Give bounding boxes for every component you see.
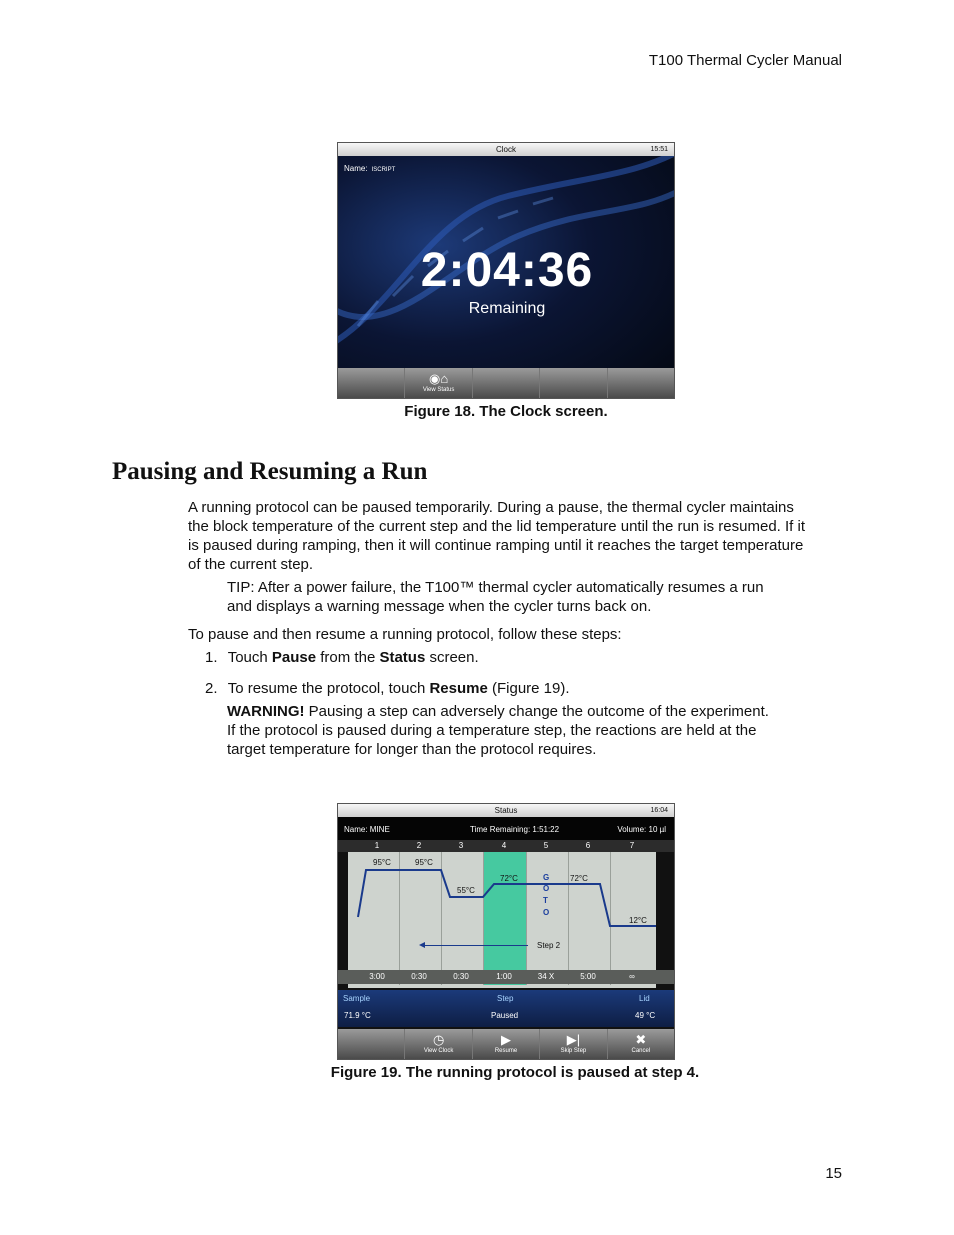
goto-arrow xyxy=(424,945,528,946)
status-clock-time: 16:04 xyxy=(650,807,668,814)
tip-paragraph xyxy=(227,578,764,616)
step-number: 1 xyxy=(374,841,380,850)
blank-button-3[interactable] xyxy=(473,368,540,398)
running-header: T100 Thermal Cycler Manual xyxy=(648,52,842,69)
step-number: 7 xyxy=(629,841,635,850)
step-1 xyxy=(205,648,479,667)
remaining-label: Remaining xyxy=(468,300,546,317)
intro-line: A running protocol can be paused temporarily. During a pause, the thermal cycler maintains xyxy=(188,499,794,516)
resume-label: Resume xyxy=(494,1048,518,1054)
clock-button-bar xyxy=(338,368,674,398)
step-keyword: Status xyxy=(379,649,426,666)
status-screen xyxy=(337,803,675,1060)
goto-letter: G xyxy=(543,873,550,882)
warning-line: Pausing a step can adversely change the outcome of the experiment. xyxy=(304,703,769,720)
warning-line: If the protocol is paused during a temperature step, the reactions are held at the xyxy=(227,722,757,739)
step-text: To resume the protocol, touch xyxy=(227,680,430,697)
clock-icon: ◷ xyxy=(432,1032,445,1047)
goto-letter: O xyxy=(543,884,550,893)
clock-titlebar xyxy=(338,143,674,156)
intro-paragraph xyxy=(188,498,805,574)
step-duration: ∞ xyxy=(629,972,635,981)
section-heading: Pausing and Resuming a Run xyxy=(112,458,428,485)
name-value: ISCRIPT xyxy=(371,167,396,173)
step-number: 2. xyxy=(205,680,218,697)
step-number: 6 xyxy=(585,841,591,850)
step-keyword: Resume xyxy=(429,680,488,697)
temp-label: 95°C xyxy=(415,858,433,867)
step-duration: 3:00 xyxy=(369,972,385,981)
step-text: Touch xyxy=(227,649,272,666)
cancel-button[interactable] xyxy=(608,1029,674,1059)
sample-value: 71.9 °C xyxy=(344,1011,371,1020)
name-label: Name: xyxy=(344,164,368,173)
temp-label: 55°C xyxy=(457,886,475,895)
step-text: from the xyxy=(316,649,380,666)
step-duration: 0:30 xyxy=(411,972,427,981)
cancel-label: Cancel xyxy=(631,1048,651,1054)
step-number: 2 xyxy=(416,841,422,850)
clock-screen xyxy=(337,142,675,399)
step-label: Step xyxy=(497,994,514,1003)
step-number: 5 xyxy=(543,841,549,850)
close-icon: ✖ xyxy=(635,1032,647,1047)
figure19-caption: Figure 19. The running protocol is paused at step 4. xyxy=(330,1064,700,1081)
lid-value: 49 °C xyxy=(635,1011,656,1020)
warning-paragraph xyxy=(227,702,769,759)
step-2 xyxy=(205,679,570,698)
view-status-button[interactable] xyxy=(405,368,472,398)
intro-line: the block temperature of the current step and the lid temperature until the run is resumed. If it xyxy=(188,518,805,535)
skip-step-button[interactable] xyxy=(540,1029,607,1059)
goto-letter: O xyxy=(543,908,550,917)
skip-step-label: Skip Step xyxy=(560,1048,587,1054)
temp-label: 72°C xyxy=(500,874,518,883)
status-title: Status xyxy=(494,806,518,815)
clock-time: 15:51 xyxy=(650,146,668,153)
time-remaining: Time Remaining: 1:51:22 xyxy=(470,825,560,834)
tip-line: and displays a warning message when the cycler turns back on. xyxy=(227,598,652,615)
volume: Volume: 10 µl xyxy=(617,825,666,834)
step-duration: 34 X xyxy=(537,972,555,981)
blank-button-5[interactable] xyxy=(608,368,674,398)
skip-icon: ▶| xyxy=(566,1032,581,1047)
step-number: 4 xyxy=(501,841,507,850)
steps-intro: To pause and then resume a running protocol, follow these steps: xyxy=(188,626,622,643)
temp-label: 12°C xyxy=(629,916,647,925)
step-duration: 0:30 xyxy=(453,972,469,981)
step-keyword: Pause xyxy=(271,649,317,666)
step-number: 1. xyxy=(205,649,218,666)
sample-label: Sample xyxy=(343,994,371,1003)
intro-line: of the current step. xyxy=(188,556,314,573)
play-icon: ▶ xyxy=(501,1032,512,1047)
step-value: Paused xyxy=(491,1011,519,1020)
step-text: (Figure 19). xyxy=(487,680,570,697)
view-clock-label: View Clock xyxy=(423,1048,454,1054)
resume-button[interactable] xyxy=(473,1029,540,1059)
view-status-icon: ◉⌂ xyxy=(429,371,449,386)
status-button-bar xyxy=(338,1029,674,1059)
view-status-label: View Status xyxy=(422,387,455,393)
tip-line: TIP: After a power failure, the T100™ thermal cycler automatically resumes a run xyxy=(227,579,764,596)
warning-line: target temperature for longer than the protocol requires. xyxy=(227,741,597,758)
blank-button-4[interactable] xyxy=(540,368,607,398)
figure18-caption: Figure 18. The Clock screen. xyxy=(404,403,608,420)
step-text: screen. xyxy=(425,649,479,666)
page-number: 15 xyxy=(825,1165,842,1182)
duration-row xyxy=(338,970,675,984)
lid-label: Lid xyxy=(639,994,650,1003)
intro-line: is paused during ramping, then it will continue ramping until it reaches the target temperature xyxy=(188,537,804,554)
blank-button-1[interactable] xyxy=(338,368,405,398)
step-duration: 1:00 xyxy=(496,972,512,981)
step-number: 3 xyxy=(458,841,464,850)
blank-button[interactable] xyxy=(338,1029,405,1059)
protocol-name xyxy=(344,164,395,173)
goto-letter: T xyxy=(543,896,548,905)
step-duration: 5:00 xyxy=(580,972,596,981)
warning-label: WARNING! xyxy=(227,703,305,720)
countdown-display: 2:04:36 xyxy=(420,244,594,297)
view-clock-button[interactable] xyxy=(405,1029,472,1059)
temp-label: 72°C xyxy=(570,874,588,883)
protocol-name: Name: MINE xyxy=(344,825,390,834)
status-readout xyxy=(338,990,675,1027)
temp-label: 95°C xyxy=(373,858,391,867)
goto-target-label: Step 2 xyxy=(537,941,561,950)
clock-title: Clock xyxy=(495,145,516,154)
